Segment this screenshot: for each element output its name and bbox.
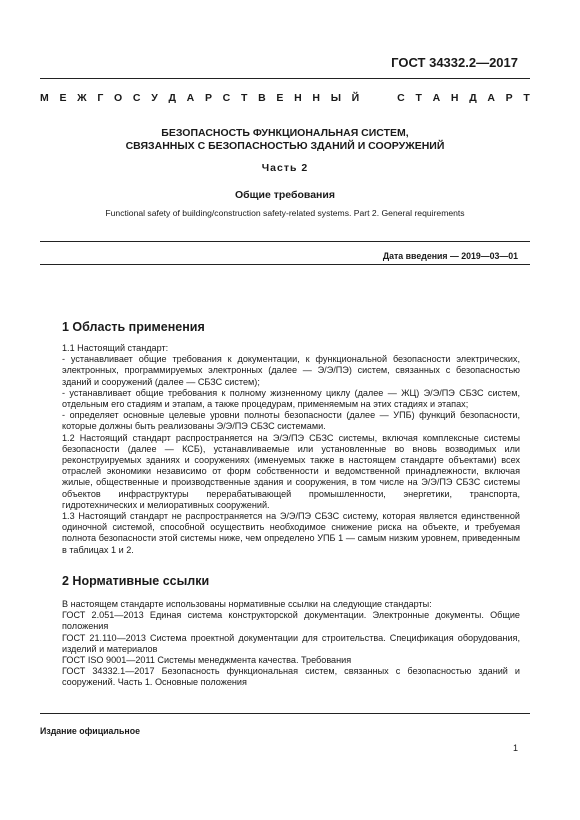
reference-item: ГОСТ 34332.1—2017 Безопасность функциональная систем, связанных с безопасностью зданий и сооружений. Часть 1. Основные положения xyxy=(62,666,520,688)
section-heading-scope: 1 Область применения xyxy=(62,320,205,334)
banner-letter: С xyxy=(222,92,231,104)
banner-letter: О xyxy=(114,92,123,104)
banner-letter: Т xyxy=(523,92,530,104)
title-rule xyxy=(40,241,530,242)
english-title: Functional safety of building/construction safety-related systems. Part 2. General requirements xyxy=(105,208,465,218)
banner-letter: Е xyxy=(276,92,284,104)
paragraph: 1.2 Настоящий стандарт распространяется на Э/Э/ПЭ СБЗС системы, включая комплексные системы безопасности (далее — КСБ), устанавливаемые или установленные во вновь возводимых или реконструируемых зданиях и сооружениях (именуемых также в настоящем стандарте объектами) всех отраслей экономики независимо от форм собственности и ведомственной принадлежности, включая жилые, общественные и производственные здания и сооружения, в том числе на Э/Э/ПЭ СБЗС системы объектов инфраструктуры перерабатывающей промышленности, энергетики, транспорта, гидротехнических и мелиоративных сооружений. xyxy=(62,432,520,510)
banner-letter: А xyxy=(186,92,195,104)
footer-rule xyxy=(40,713,530,714)
interstate-standard-banner xyxy=(40,92,530,104)
banner-letter: Ж xyxy=(77,92,87,104)
document-code: ГОСТ 34332.2—2017 xyxy=(391,55,518,70)
banner-letter: С xyxy=(132,92,141,104)
introduction-date: Дата введения — 2019—03—01 xyxy=(382,251,518,261)
banner-letter: Д xyxy=(168,92,176,104)
banner-letter: У xyxy=(151,92,158,104)
paragraph: - устанавливает общие требования к полному жизненному циклу (далее — ЖЦ) Э/Э/ПЭ СБЗС систем, отдельным его стадиям и этапам, а также процедурам, применяемым на этих стадиях и этапах; xyxy=(62,387,520,410)
reference-item: ГОСТ 2.051—2013 Единая система конструкторской документации. Электронные документы. Общие положения xyxy=(62,610,520,632)
banner-letter: Р xyxy=(505,92,513,104)
banner-letter xyxy=(370,92,373,104)
title-line-2: СВЯЗАННЫХ С БЕЗОПАСНОСТЬЮ ЗДАНИЙ И СООРУЖЕНИЙ xyxy=(125,139,445,152)
banner-letter: Р xyxy=(204,92,212,104)
paragraph: 1.1 Настоящий стандарт: xyxy=(62,343,169,353)
banner-letter: Т xyxy=(415,92,422,104)
paragraph: В настоящем стандарте использованы нормативные ссылки на следующие стандарты: xyxy=(62,599,432,609)
document-title xyxy=(40,127,530,152)
banner-letter xyxy=(384,92,387,104)
section-references-body xyxy=(62,599,520,689)
section-scope-body xyxy=(62,343,520,556)
reference-item: ГОСТ 21.110—2013 Система проектной документации для строительства. Спецификация оборудования, изделий и материалов xyxy=(62,632,520,654)
banner-letter: М xyxy=(40,92,49,104)
date-rule xyxy=(40,264,530,265)
reference-item: ГОСТ ISO 9001—2011 Системы менеджмента качества. Требования xyxy=(62,655,352,666)
title-line-1: БЕЗОПАСНОСТЬ ФУНКЦИОНАЛЬНАЯ СИСТЕМ, xyxy=(161,127,409,139)
banner-letter: Д xyxy=(469,92,477,104)
banner-letter: Ы xyxy=(330,92,341,104)
banner-letter: А xyxy=(487,92,495,104)
banner-letter: С xyxy=(397,92,405,104)
paragraph: 1.3 Настоящий стандарт не распространяется на Э/Э/ПЭ СБЗС систему, которая является единственной одиночной системой, способной осуществить необходимое снижение риска на объекте, и требуемая полнота безопасности этой системы ниже, чем определено УПБ 1 — самым низким уровнем, приведенным в таблицах 1 и 2. xyxy=(62,511,520,555)
banner-letter: А xyxy=(432,92,441,104)
section-heading-normative-references: 2 Нормативные ссылки xyxy=(62,574,210,588)
document-subtitle: Общие требования xyxy=(235,189,335,201)
banner-letter: Н xyxy=(312,92,320,104)
banner-letter: Й xyxy=(351,92,360,104)
banner-letter: Н xyxy=(450,92,459,104)
banner-letter: Т xyxy=(240,92,248,104)
paragraph: - устанавливает общие требования к документации, к функциональной безопасности электрических, электронных, программируемых электронных (далее — Э/Э/ПЭ) систем, связанных с безопасностью зданий и сооружений (далее — СБЗС систем); xyxy=(62,354,520,387)
banner-letter: Н xyxy=(294,92,302,104)
banner-letter: Г xyxy=(97,92,104,104)
official-edition-label: Издание официальное xyxy=(40,726,140,736)
banner-letter: Е xyxy=(59,92,67,104)
part-label: Часть 2 xyxy=(261,162,309,174)
header-rule xyxy=(40,78,530,79)
banner-letter: В xyxy=(258,92,266,104)
page-number: 1 xyxy=(512,743,518,753)
paragraph: - определяет основные целевые уровни полноты безопасности (далее — УПБ) функций безопасности, которые должны быть реализованы Э/Э/ПЭ СБЗС системами. xyxy=(62,410,520,432)
